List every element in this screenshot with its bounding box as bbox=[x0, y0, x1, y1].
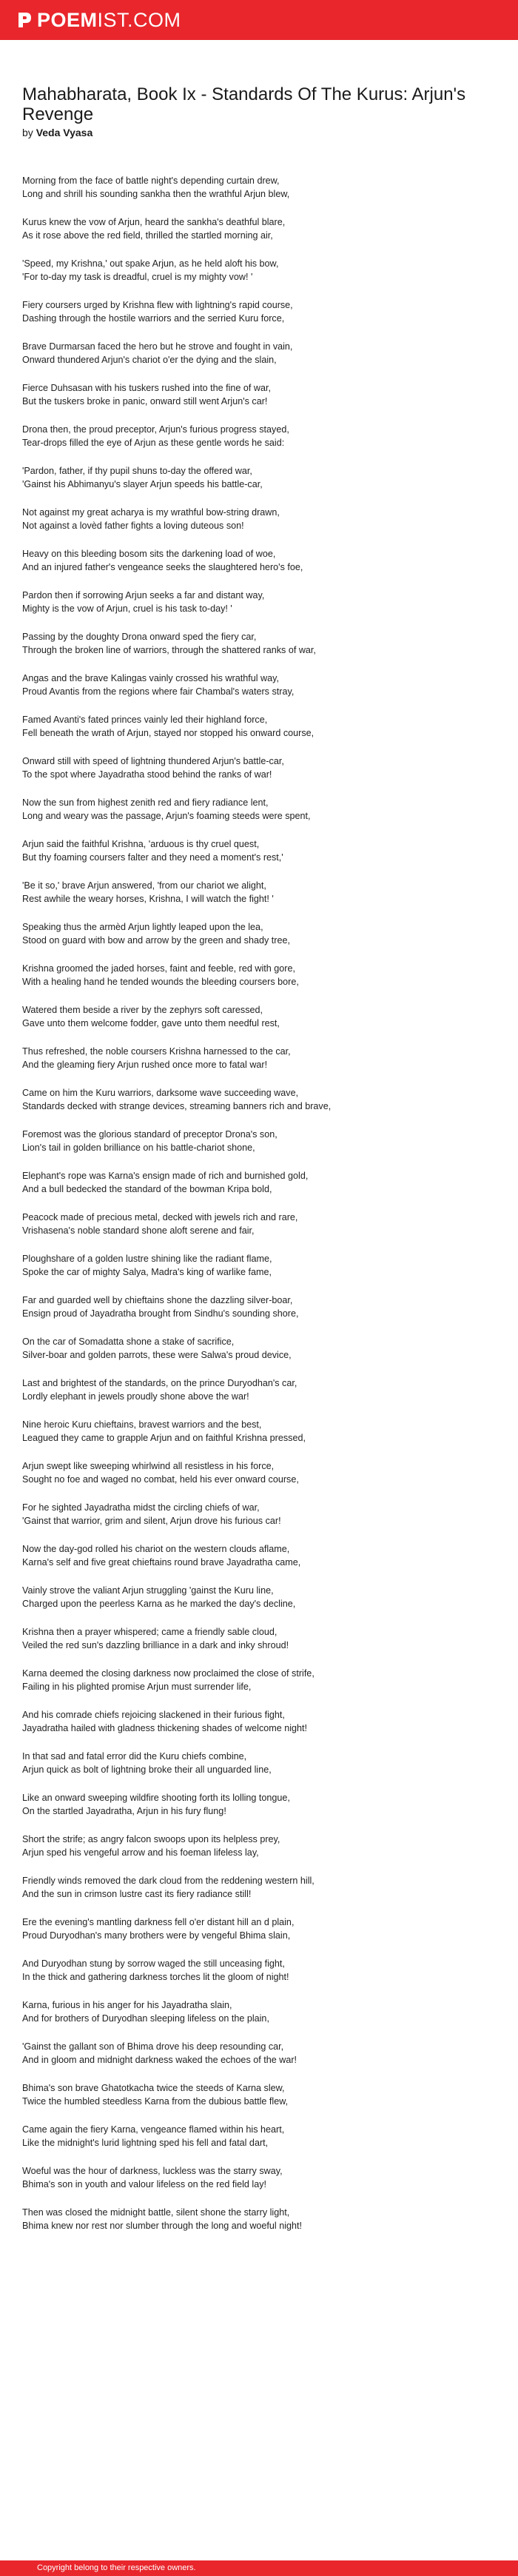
poem-line: And Duryodhan stung by sorrow waged the still unceasing fight, bbox=[22, 1958, 285, 1969]
poem-line: Foremost was the glorious standard of preceptor Drona's son, bbox=[22, 1129, 278, 1140]
poem-line: Came on him the Kuru warriors, darksome wave succeeding wave, bbox=[22, 1088, 299, 1098]
quill-icon bbox=[16, 11, 33, 29]
poem-line: Failing in his plighted promise Arjun must surrender life, bbox=[22, 1682, 252, 1692]
poem-line: Like the midnight's lurid lightning sped his fell and fatal dart, bbox=[22, 2138, 269, 2148]
poem-line: But thy foaming coursers falter and they need a moment's rest,' bbox=[22, 852, 283, 863]
stanza bbox=[22, 381, 481, 408]
poem-line: Ensign proud of Jayadratha brought from Sindhu's sounding shore, bbox=[22, 1308, 299, 1319]
poem-line: Like an onward sweeping wildfire shooting forth its lolling tongue, bbox=[22, 1793, 290, 1803]
poem-line: Fierce Duhsasan with his tuskers rushed into the fine of war, bbox=[22, 383, 271, 393]
poem-line: In that sad and fatal error did the Kuru chiefs combine, bbox=[22, 1751, 247, 1762]
poem-line: As it rose above the red field, thrilled the startled morning air, bbox=[22, 230, 273, 241]
stanza bbox=[22, 174, 481, 201]
poem-line: Arjun swept like sweeping whirlwind all resistless in his force, bbox=[22, 1461, 275, 1471]
poem-line: Arjun quick as bolt of lightning broke their all unguarded line, bbox=[22, 1764, 272, 1775]
stanza bbox=[22, 672, 481, 698]
poem-line: And for brothers of Duryodhan sleeping lifeless on the plain, bbox=[22, 2013, 269, 2024]
poem-line: And a bull bedecked the standard of the bowman Kripa bold, bbox=[22, 1184, 272, 1194]
poem-line: 'For to-day my task is dreadful, cruel is my mighty vow! ' bbox=[22, 272, 253, 282]
poem-container bbox=[22, 40, 496, 2232]
footer-bar bbox=[0, 2560, 518, 2576]
poem-line: Thus refreshed, the noble coursers Krishna harnessed to the car, bbox=[22, 1046, 291, 1057]
poem-line: But the tuskers broke in panic, onward still went Arjun's car! bbox=[22, 396, 268, 407]
poem-line: Ploughshare of a golden lustre shining like the radiant flame, bbox=[22, 1254, 272, 1264]
poem-line: Jayadratha hailed with gladness thickening shades of welcome night! bbox=[22, 1723, 308, 1733]
poem-line: In the thick and gathering darkness torches lit the gloom of night! bbox=[22, 1972, 289, 1982]
poem-line: Through the broken line of warriors, through the shattered ranks of war, bbox=[22, 645, 316, 655]
poem-line: 'Gainst the gallant son of Bhima drove his deep resounding car, bbox=[22, 2041, 284, 2052]
poem-line: Passing by the doughty Drona onward sped the fiery car, bbox=[22, 632, 257, 642]
stanza bbox=[22, 340, 481, 367]
poem-line: Speaking thus the armèd Arjun lightly leaped upon the lea, bbox=[22, 922, 263, 932]
stanza bbox=[22, 920, 481, 947]
stanza bbox=[22, 837, 481, 864]
poem-line: Bhima knew nor rest nor slumber through the long and woeful night! bbox=[22, 2221, 303, 2231]
by-label: by bbox=[22, 127, 33, 138]
poem-line: Lion's tail in golden brilliance on his battle-chariot shone, bbox=[22, 1143, 255, 1153]
poem-line: Rest awhile the weary horses, Krishna, I will watch the fight! ' bbox=[22, 894, 274, 904]
poem-line: Long and weary was the passage, Arjun's foaming steeds were spent, bbox=[22, 811, 311, 821]
stanza bbox=[22, 589, 481, 615]
logo-text-bold: POEM bbox=[37, 8, 98, 31]
stanza bbox=[22, 2164, 481, 2191]
poem-line: Arjun sped his vengeful arrow and his foeman lifeless lay, bbox=[22, 1847, 259, 1858]
poem-line: Sought no foe and waged no combat, held his ever onward course, bbox=[22, 1474, 299, 1485]
poem-line: Krishna groomed the jaded horses, faint and feeble, red with gore, bbox=[22, 963, 295, 974]
poem-line: Veiled the red sun's dazzling brilliance in a dark and inky shroud! bbox=[22, 1640, 289, 1650]
stanza bbox=[22, 423, 481, 449]
stanza bbox=[22, 257, 481, 284]
poem-line: Onward still with speed of lightning thundered Arjun's battle-car, bbox=[22, 756, 284, 766]
stanza bbox=[22, 755, 481, 781]
author-link[interactable]: Veda Vyasa bbox=[36, 127, 93, 138]
poem-line: Peacock made of precious metal, decked with jewels rich and rare, bbox=[22, 1212, 298, 1222]
poem-line: Leagued they came to grapple Arjun and on faithful Krishna pressed, bbox=[22, 1433, 306, 1443]
poem-line: Ere the evening's mantling darkness fell o'er distant hill an d plain, bbox=[22, 1917, 295, 1927]
poem-line: Not against a lovèd father fights a loving duteous son! bbox=[22, 521, 244, 531]
stanza bbox=[22, 1916, 481, 1942]
poem-line: Karna, furious in his anger for his Jayadratha slain, bbox=[22, 2000, 232, 2010]
poem-line: Twice the humbled steedless Karna from the dubious battle flew, bbox=[22, 2096, 289, 2107]
stanza bbox=[22, 2123, 481, 2150]
poem-line: To the spot where Jayadratha stood behind the ranks of war! bbox=[22, 769, 272, 780]
stanza bbox=[22, 1211, 481, 1237]
stanza bbox=[22, 1874, 481, 1901]
stanza bbox=[22, 1294, 481, 1320]
poem-line: Now the day-god rolled his chariot on the western clouds aflame, bbox=[22, 1544, 290, 1554]
stanza bbox=[22, 2040, 481, 2067]
stanza bbox=[22, 1459, 481, 1486]
poem-line: Karna's self and five great chieftains round brave Jayadratha came, bbox=[22, 1557, 301, 1568]
stanza bbox=[22, 1750, 481, 1776]
stanza bbox=[22, 1625, 481, 1652]
poem-line: Came again the fiery Karna, vengeance flamed within his heart, bbox=[22, 2124, 285, 2135]
copyright-text: Copyright belong to their respective owners. bbox=[37, 2563, 196, 2572]
stanza bbox=[22, 547, 481, 574]
poem-line: And the gleaming fiery Arjun rushed once more to fatal war! bbox=[22, 1060, 268, 1070]
stanza bbox=[22, 1418, 481, 1445]
poem-line: Now the sun from highest zenith red and fiery radiance lent, bbox=[22, 797, 269, 808]
poem-line: Pardon then if sorrowing Arjun seeks a far and distant way, bbox=[22, 590, 265, 600]
poem-line: Stood on guard with bow and arrow by the green and shady tree, bbox=[22, 935, 290, 946]
poem-line: Morning from the face of battle night's depending curtain drew, bbox=[22, 175, 280, 186]
stanza bbox=[22, 2206, 481, 2232]
poem-line: 'Speed, my Krishna,' out spake Arjun, as he held aloft his bow, bbox=[22, 258, 279, 269]
poem-line: 'Be it so,' brave Arjun answered, 'from our chariot we alight, bbox=[22, 880, 266, 891]
poem-line: Bhima's son in youth and valour lifeless on the red field lay! bbox=[22, 2179, 267, 2189]
stanza bbox=[22, 630, 481, 657]
poem-line: 'Gainst that warrior, grim and silent, Arjun drove his furious car! bbox=[22, 1516, 281, 1526]
poem-line: Dashing through the hostile warriors and the serried Kuru force, bbox=[22, 313, 285, 324]
top-bar bbox=[0, 0, 518, 40]
stanza bbox=[22, 2081, 481, 2108]
byline bbox=[22, 127, 496, 138]
poem-line: On the startled Jayadratha, Arjun in his fury flung! bbox=[22, 1806, 226, 1816]
stanza bbox=[22, 1086, 481, 1113]
stanza bbox=[22, 962, 481, 988]
poem-line: 'Gainst his Abhimanyu's slayer Arjun speeds his battle-car, bbox=[22, 479, 263, 489]
poem-line: Vrishasena's noble standard shone aloft serene and fair, bbox=[22, 1225, 255, 1236]
stanza bbox=[22, 713, 481, 740]
stanza bbox=[22, 1252, 481, 1279]
stanza bbox=[22, 1169, 481, 1196]
poem-line: Onward thundered Arjun's chariot o'er the dying and the slain, bbox=[22, 355, 277, 365]
poem-line: Fell beneath the wrath of Arjun, stayed nor stopped his onward course, bbox=[22, 728, 314, 738]
poem-line: Nine heroic Kuru chieftains, bravest warriors and the best, bbox=[22, 1419, 262, 1430]
stanza bbox=[22, 464, 481, 491]
poem-line: Gave unto them welcome fodder, gave unto them needful rest, bbox=[22, 1018, 280, 1028]
poem-line: And his comrade chiefs rejoicing slackened in their furious fight, bbox=[22, 1710, 285, 1720]
poem-body bbox=[22, 174, 481, 2232]
poem-line: With a healing hand he tended wounds the bleeding coursers bore, bbox=[22, 977, 299, 987]
poem-line: And the sun in crimson lustre cast its fiery radiance still! bbox=[22, 1889, 252, 1899]
poem-line: Arjun said the faithful Krishna, 'arduous is thy cruel quest, bbox=[22, 839, 260, 849]
stanza bbox=[22, 1003, 481, 1030]
poem-line: Heavy on this bleeding bosom sits the darkening load of woe, bbox=[22, 549, 276, 559]
stanza bbox=[22, 215, 481, 242]
poem-line: Woeful was the hour of darkness, luckless was the starry sway, bbox=[22, 2166, 283, 2176]
poem-line: For he sighted Jayadratha midst the circling chiefs of war, bbox=[22, 1502, 260, 1513]
stanza bbox=[22, 1584, 481, 1610]
poem-line: Friendly winds removed the dark cloud from the reddening western hill, bbox=[22, 1876, 314, 1886]
poem-line: And an injured father's vengeance seeks the slaughtered hero's foe, bbox=[22, 562, 303, 572]
poem-line: Brave Durmarsan faced the hero but he strove and fought in vain, bbox=[22, 341, 293, 352]
poem-line: Angas and the brave Kalingas vainly crossed his wrathful way, bbox=[22, 673, 279, 683]
stanza bbox=[22, 796, 481, 823]
stanza bbox=[22, 1667, 481, 1693]
poem-line: Last and brightest of the standards, on the prince Duryodhan's car, bbox=[22, 1378, 297, 1388]
stanza bbox=[22, 506, 481, 532]
poem-line: On the car of Somadatta shone a stake of sacrifice, bbox=[22, 1336, 235, 1347]
stanza bbox=[22, 298, 481, 325]
stanza bbox=[22, 879, 481, 906]
poem-line: Famed Avanti's fated princes vainly led their highland force, bbox=[22, 715, 268, 725]
poem-line: Short the strife; as angry falcon swoops upon its helpless prey, bbox=[22, 1834, 280, 1844]
stanza bbox=[22, 1833, 481, 1859]
poem-line: Watered them beside a river by the zephyrs soft caressed, bbox=[22, 1005, 263, 1015]
poem-line: Bhima's son brave Ghatotkacha twice the steeds of Karna slew, bbox=[22, 2083, 285, 2093]
stanza bbox=[22, 1501, 481, 1528]
poem-line: Krishna then a prayer whispered; came a friendly sable cloud, bbox=[22, 1627, 278, 1637]
poem-line: And in gloom and midnight darkness waked the echoes of the war! bbox=[22, 2055, 297, 2065]
stanza bbox=[22, 1998, 481, 2025]
poem-line: Tear-drops filled the eye of Arjun as these gentle words he said: bbox=[22, 438, 285, 448]
poem-line: Proud Avantis from the regions where fair Chambal's waters stray, bbox=[22, 686, 295, 697]
poem-line: Long and shrill his sounding sankha then the wrathful Arjun blew, bbox=[22, 189, 290, 199]
poem-line: Karna deemed the closing darkness now proclaimed the close of strife, bbox=[22, 1668, 314, 1679]
site-logo[interactable] bbox=[16, 10, 181, 30]
poem-line: Drona then, the proud preceptor, Arjun's furious progress stayed, bbox=[22, 424, 289, 435]
stanza bbox=[22, 1045, 481, 1071]
poem-line: Charged upon the peerless Karna as he marked the day's decline, bbox=[22, 1599, 296, 1609]
stanza bbox=[22, 1708, 481, 1735]
logo-text bbox=[37, 10, 181, 30]
logo-text-light: IST.COM bbox=[97, 8, 181, 31]
stanza bbox=[22, 1791, 481, 1818]
poem-line: Far and guarded well by chieftains shone the dazzling silver-boar, bbox=[22, 1295, 293, 1305]
poem-title: Mahabharata, Book Ix - Standards Of The Kurus: Arjun's Revenge bbox=[22, 84, 466, 124]
stanza bbox=[22, 1335, 481, 1362]
poem-line: Spoke the car of mighty Salya, Madra's king of warlike fame, bbox=[22, 1267, 272, 1277]
poem-line: Silver-boar and golden parrots, these were Salwa's proud device, bbox=[22, 1350, 292, 1360]
poem-line: Elephant's rope was Karna's ensign made of rich and burnished gold, bbox=[22, 1171, 309, 1181]
stanza bbox=[22, 1957, 481, 1984]
poem-line: Lordly elephant in jewels proudly shone above the war! bbox=[22, 1391, 249, 1402]
poem-line: Kurus knew the vow of Arjun, heard the sankha's deathful blare, bbox=[22, 217, 286, 227]
poem-line: Vainly strove the valiant Arjun struggling 'gainst the Kuru line, bbox=[22, 1585, 274, 1596]
stanza bbox=[22, 1128, 481, 1154]
poem-line: Proud Duryodhan's many brothers were by vengeful Bhima slain, bbox=[22, 1930, 291, 1941]
poem-line: Not against my great acharya is my wrathful bow-string drawn, bbox=[22, 507, 280, 518]
poem-line: Mighty is the vow of Arjun, cruel is his task to-day! ' bbox=[22, 603, 232, 614]
poem-line: Fiery coursers urged by Krishna flew with lightning's rapid course, bbox=[22, 300, 293, 310]
poem-line: Standards decked with strange devices, streaming banners rich and brave, bbox=[22, 1101, 332, 1111]
poem-line: 'Pardon, father, if thy pupil shuns to-day the offered war, bbox=[22, 466, 252, 476]
stanza bbox=[22, 1376, 481, 1403]
stanza bbox=[22, 1542, 481, 1569]
poem-line: Then was closed the midnight battle, silent shone the starry light, bbox=[22, 2207, 290, 2218]
